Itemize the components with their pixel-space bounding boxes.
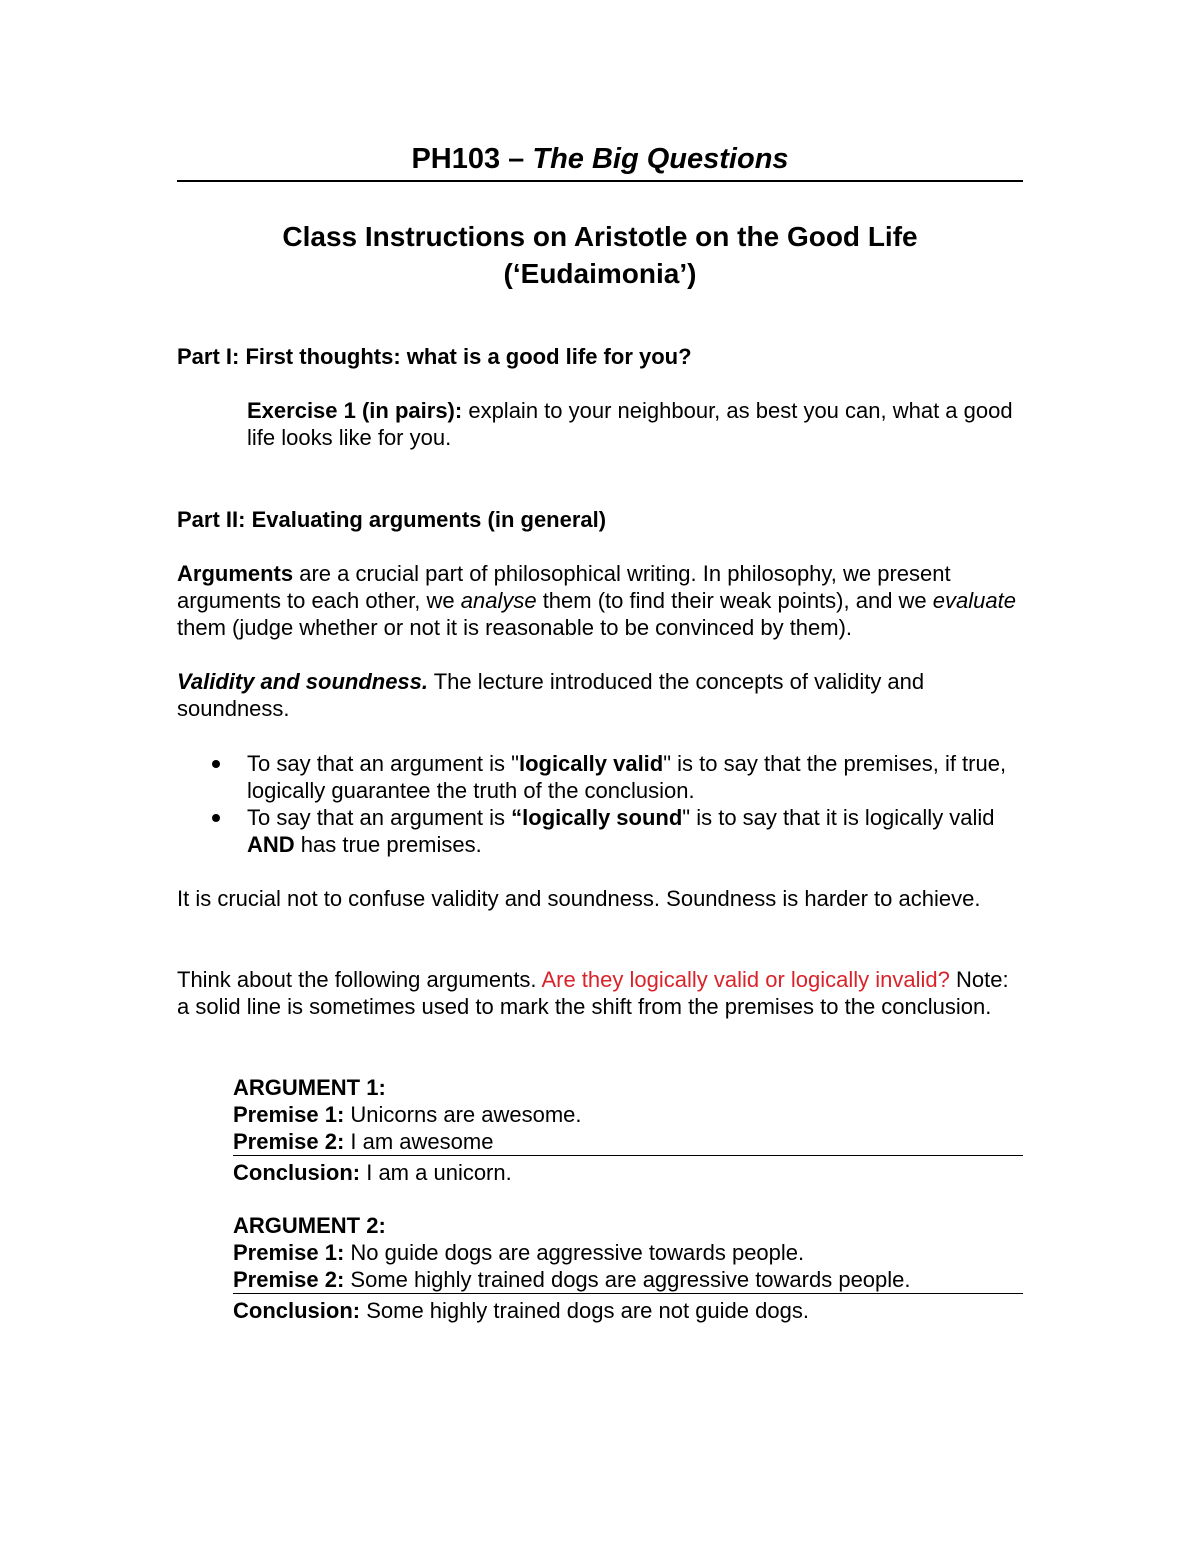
argument-2 xyxy=(233,1212,1023,1324)
exercise-text: explain to your neighbour, as best you can, what a good life looks like for you. xyxy=(247,398,1013,450)
bullet-icon xyxy=(212,760,220,768)
exercise-label: Exercise 1 (in pairs): xyxy=(247,398,463,423)
bullet-text-c: has true premises. xyxy=(294,832,482,857)
part1-heading: Part I: First thoughts: what is a good life for you? xyxy=(177,344,692,369)
bullet-bold-and: AND xyxy=(247,832,295,857)
think-text-a: Think about the following arguments. xyxy=(177,967,542,992)
premise-label: Premise 2: xyxy=(233,1129,345,1154)
arguments-term: Arguments xyxy=(177,561,294,586)
evaluate-term: evaluate xyxy=(932,588,1016,613)
bullet-icon xyxy=(212,814,220,822)
validity-paragraph xyxy=(177,668,1023,722)
premise-1 xyxy=(233,1101,1023,1128)
premise-2 xyxy=(233,1266,1023,1294)
title-line-2: (‘Eudaimonia’) xyxy=(503,258,697,289)
definitions-list xyxy=(177,750,1023,858)
part2-heading: Part II: Evaluating arguments (in general) xyxy=(177,507,607,532)
validity-term: Validity and soundness. xyxy=(177,669,429,694)
bullet-text-a: To say that an argument is xyxy=(247,805,512,830)
confusion-paragraph: It is crucial not to confuse validity and soundness. Soundness is harder to achieve. xyxy=(177,886,981,911)
exercise-1 xyxy=(247,397,1023,451)
conclusion-label: Conclusion: xyxy=(233,1298,361,1323)
bullet-text-a: To say that an argument is " xyxy=(247,751,519,776)
premise-2 xyxy=(233,1128,1023,1156)
premise-1 xyxy=(233,1239,1023,1266)
premise-text: No guide dogs are aggressive towards people. xyxy=(344,1240,805,1265)
validity-text: The lecture introduced the concepts of validity and soundness. xyxy=(177,669,925,721)
question-highlight: Are they logically valid or logically invalid? xyxy=(541,967,950,992)
conclusion xyxy=(233,1297,1023,1324)
argument-1 xyxy=(233,1074,1023,1186)
analyse-term: analyse xyxy=(460,588,537,613)
list-item xyxy=(177,804,1023,858)
premise-text: Some highly trained dogs are aggressive towards people. xyxy=(344,1267,911,1292)
argument-title: ARGUMENT 1: xyxy=(233,1075,386,1100)
conclusion-label: Conclusion: xyxy=(233,1160,361,1185)
conclusion-text: I am a unicorn. xyxy=(360,1160,512,1185)
premise-label: Premise 1: xyxy=(233,1102,345,1127)
course-code: PH103 – xyxy=(411,143,533,175)
list-item xyxy=(177,750,1023,804)
bullet-text-b: " is to say that it is logically valid xyxy=(682,805,995,830)
arguments-text-a: are a crucial part of philosophical writing. In philosophy, we present arguments to each other, we xyxy=(177,561,951,613)
document-title xyxy=(177,218,1023,292)
conclusion xyxy=(233,1159,1023,1186)
bullet-bold: logically valid xyxy=(518,751,664,776)
arguments-paragraph xyxy=(177,560,1023,641)
think-paragraph xyxy=(177,966,1023,1020)
premise-label: Premise 2: xyxy=(233,1267,345,1292)
title-line-1: Class Instructions on Aristotle on the Good Life xyxy=(282,221,918,252)
bullet-text-b: " is to say that the premises, if true, logically guarantee the truth of the conclusion. xyxy=(247,751,1007,803)
premise-text: I am awesome xyxy=(344,1129,494,1154)
premise-text: Unicorns are awesome. xyxy=(344,1102,582,1127)
think-text-b: Note: a solid line is sometimes used to mark the shift from the premises to the conclusion. xyxy=(177,967,1009,1019)
arguments-text-c: them (judge whether or not it is reasonable to be convinced by them). xyxy=(177,615,853,640)
bullet-bold: “logically sound xyxy=(511,805,683,830)
premise-label: Premise 1: xyxy=(233,1240,345,1265)
argument-title: ARGUMENT 2: xyxy=(233,1213,386,1238)
arguments-text-b: them (to find their weak points), and we xyxy=(536,588,933,613)
conclusion-text: Some highly trained dogs are not guide dogs. xyxy=(360,1298,809,1323)
course-name: The Big Questions xyxy=(532,143,789,175)
course-header xyxy=(177,140,1023,182)
